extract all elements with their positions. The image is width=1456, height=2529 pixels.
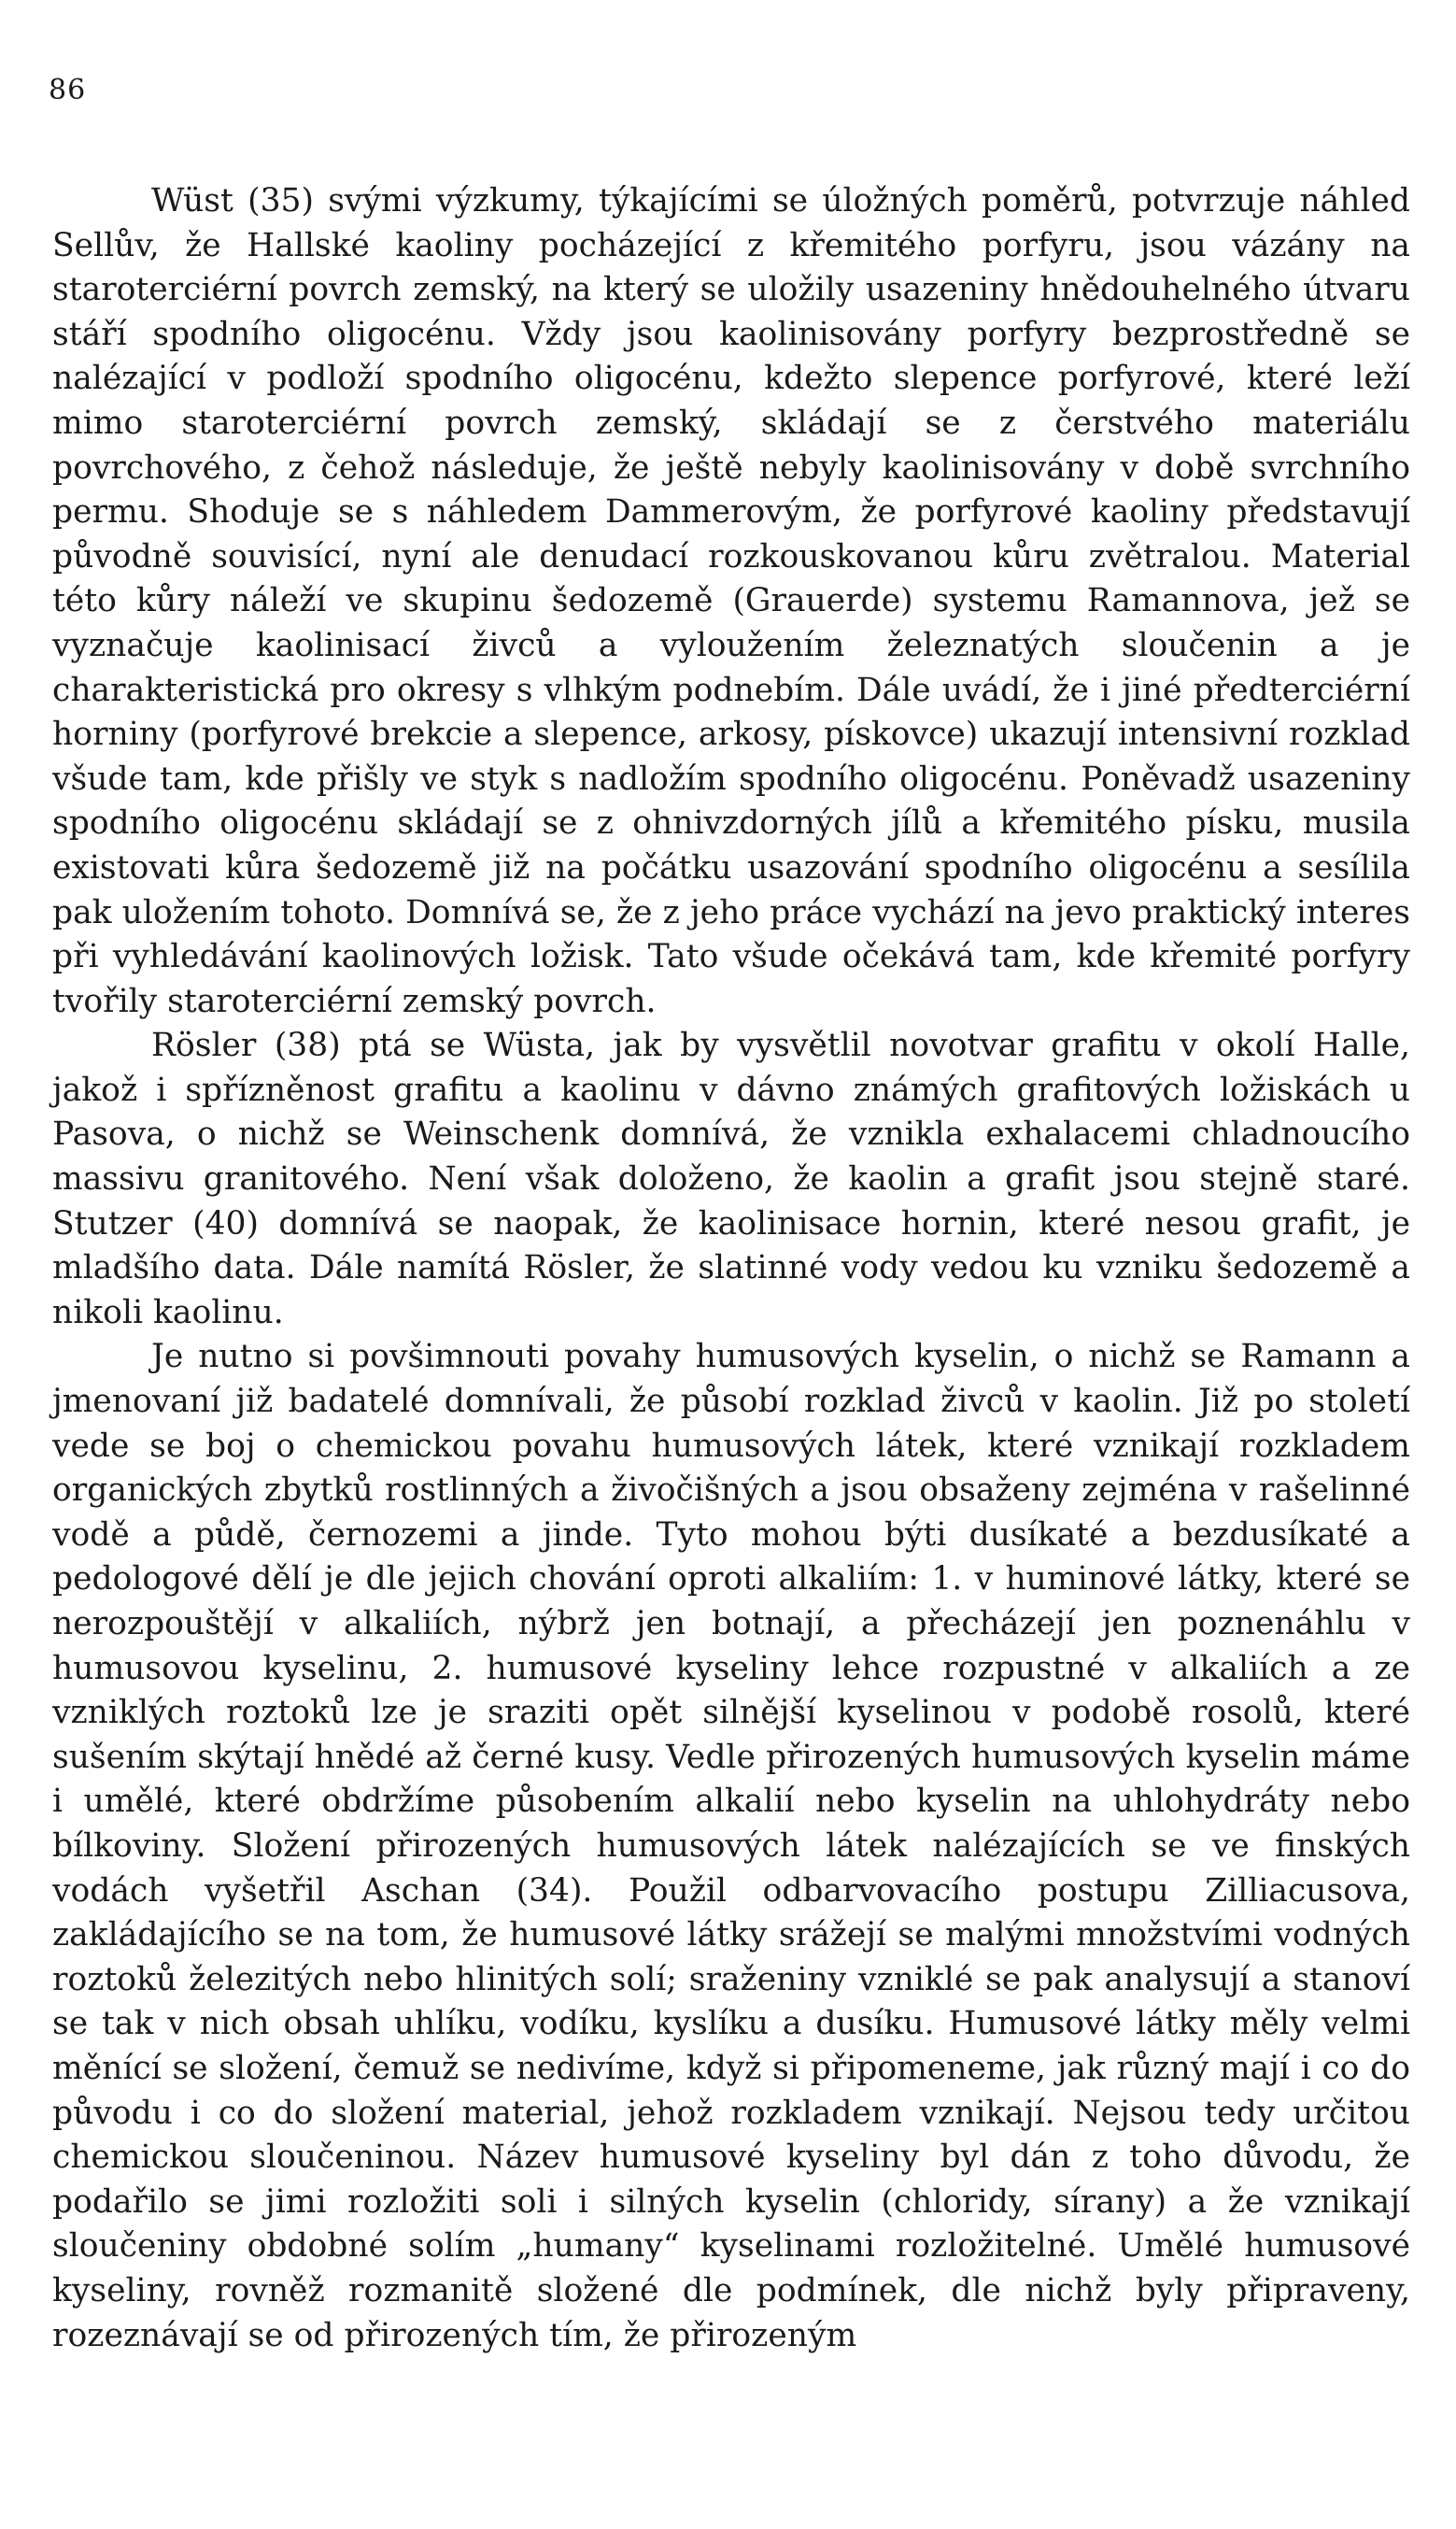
body-text <box>52 179 1410 2358</box>
paragraph-rosler: Rösler (38) ptá se Wüsta, jak by vysvětlil novotvar grafitu v okolí Halle, jakož i spřízněnost grafitu a kaolinu v dávno známých grafitových ložiskách u Pasova, o nichž se Weinschenk domnívá, že vznikla exhalacemi chladnoucího massivu granitového. Není však doloženo, že kaolin a grafit jsou stejně staré. Stutzer (40) domnívá se naopak, že kaolinisace hornin, které nesou grafit, je mladšího data. Dále namítá Rösler, že slatinné vody vedou ku vzniku šedozemě a nikoli kaolinu. <box>52 1027 1410 1331</box>
page-number: 86 <box>49 74 87 107</box>
paragraph-wust: Wüst (35) svými výzkumy, týkajícími se úložných poměrů, potvrzuje náhled Sellův, že Hallské kaoliny pocházející z křemitého porfyru, jsou vázány na staroterciérní povrch zemský, na který se uložily usazeniny hnědouhelného útvaru stáří spodního oligocénu. Vždy jsou kaolinisovány porfyry bezprostředně se nalézající v podloží spodního oligocénu, kdežto slepence porfyrové, které leží mimo staroterciérní povrch zemský, skládají se z čerstvého materiálu povrchového, z čehož následuje, že ještě nebyly kaolinisovány v době svrchního permu. Shoduje se s náhledem Dammerovým, že porfyrové kaoliny představují původně souvisící, nyní ale denudací rozkouskovanou kůru zvětralou. Material této kůry náleží ve skupinu šedozemě (Grauerde) systemu Ramannova, jež se vyznačuje kaolinisací živců a vyloužením železnatých sloučenin a je charakteristická pro okresy s vlhkým podnebím. Dále uvádí, že i jiné předterciérní horniny (porfyrové brekcie a slepence, arkosy, pískovce) ukazují intensivní rozklad všude tam, kde přišly ve styk s nadložím spodního oligocénu. Poněvadž usazeniny spodního oligocénu skládají se z ohnivzdorných jílů a křemitého písku, musila existovati kůra šedozemě již na počátku usazování spodního oligocénu a sesílila pak uložením tohoto. Domnívá se, že z jeho práce vychází na jevo praktický interes při vyhledávání kaolinových ložisk. Tato všude očekává tam, kde křemité porfyry tvořily staroterciérní zemský povrch. <box>52 182 1410 1020</box>
paragraph-humus-acids: Je nutno si povšimnouti povahy humusových kyselin, o nichž se Ramann a jmenovaní již badatelé domnívali, že působí rozklad živců v kaolin. Již po století vede se boj o chemickou povahu humusových látek, které vznikají rozkladem organických zbytků rostlinných a živočišných a jsou obsaženy zejména v rašelinné vodě a půdě, černozemi a jinde. Tyto mohou býti dusíkaté a bezdusíkaté a pedologové dělí je dle jejich chování oproti alkaliím: 1. v huminové látky, které se nerozpouštějí v alkaliích, nýbrž jen botnají, a přecházejí jen poznenáhlu v humusovou kyselinu, 2. humusové kyseliny lehce rozpustné v alkaliích a ze vzniklých roztoků lze je sraziti opět silnější kyselinou v podobě rosolů, které sušením skýtají hnědé až černé kusy. Vedle přirozených humusových kyselin máme i umělé, které obdržíme působením alkalií nebo kyselin na uhlohydráty nebo bílkoviny. Složení přirozených humusových látek nalézajících se ve finských vodách vyšetřil Aschan (34). Použil odbarvovacího postupu Zilliacusova, zakládajícího se na tom, že humusové látky srážejí se malými množstvími vodných roztoků železitých nebo hlinitých solí; sraženiny vzniklé se pak analysují a stanoví se tak v nich obsah uhlíku, vodíku, kyslíku a dusíku. Humusové látky měly velmi měnící se složení, čemuž se nedivíme, když si připomeneme, jak různý mají i co do původu i co do složení material, jehož rozkladem vznikají. Nejsou tedy určitou chemickou sloučeninou. Název humusové kyseliny byl dán z toho důvodu, že podařilo se jimi rozložiti soli i silných kyselin (chloridy, sírany) a že vznikají sloučeniny obdobné solím „humany“ kyselinami rozložitelné. Umělé humusové kyseliny, rovněž rozmanitě složené dle podmínek, dle nichž byly připraveny, rozeznávají se od přirozených tím, že přirozeným <box>52 1338 1410 2354</box>
